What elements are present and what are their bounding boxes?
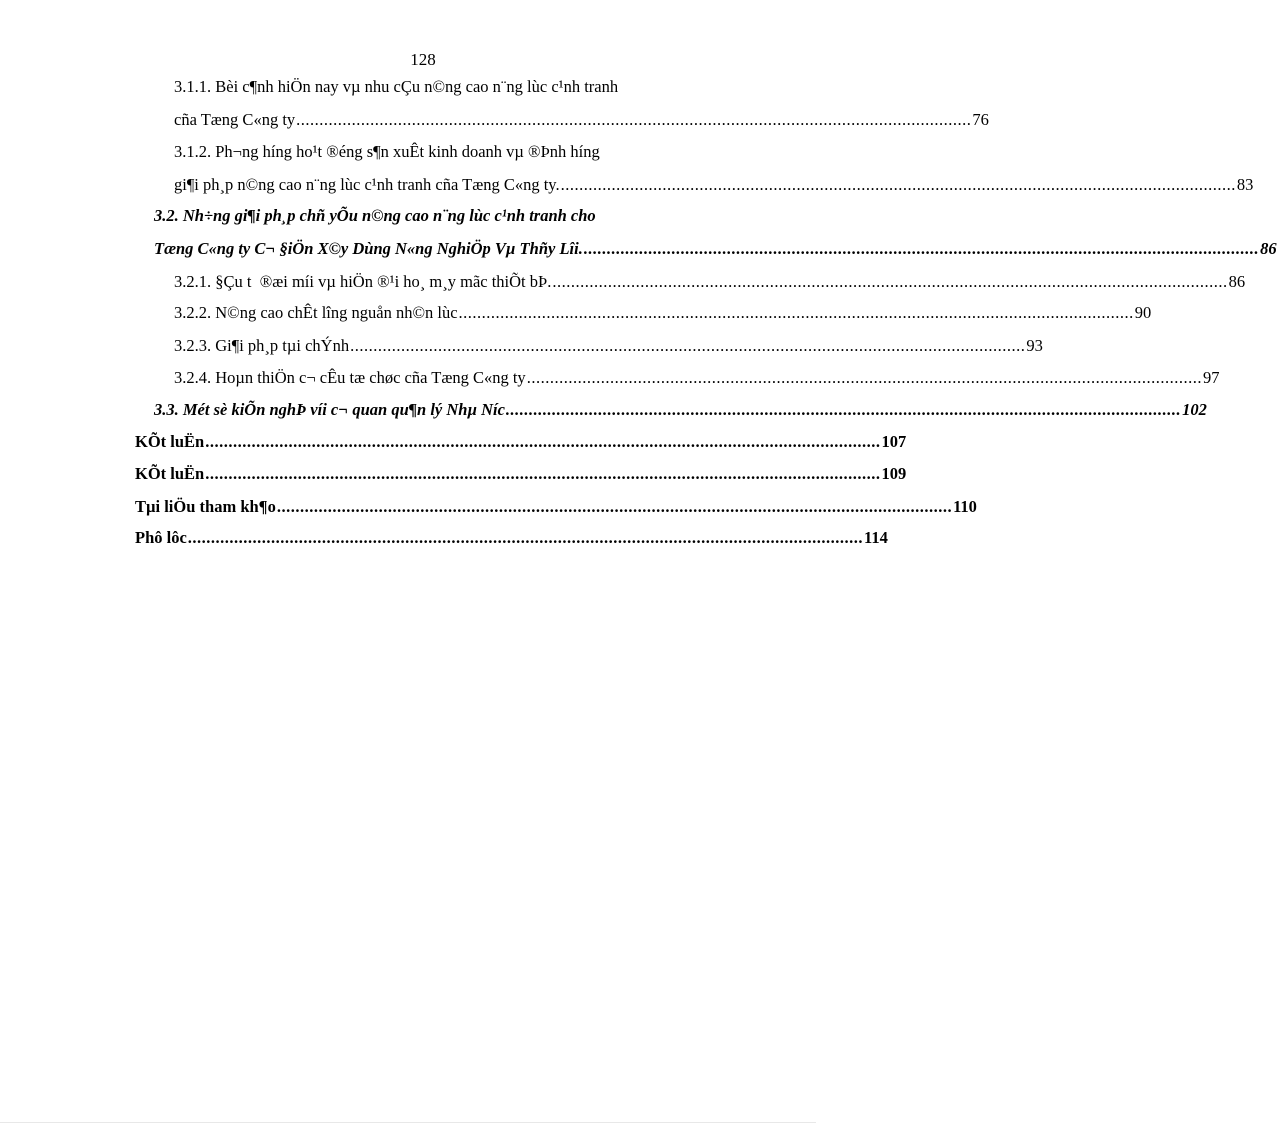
toc-entry-text: gi¶i ph¸p n©ng cao n¨ng lùc c¹nh tranh cña Tæng C«ng ty. <box>174 175 560 194</box>
toc-entry-3-1-1-line1: 3.1.1. Bèi c¶nh hiÖn nay vµ nhu cÇu n©ng cao n¨ng lùc c¹nh tranh <box>174 77 619 96</box>
toc-page-number: 109 <box>881 464 907 483</box>
toc-page-number: 86 <box>1260 239 1277 258</box>
toc-page-number: 90 <box>1134 303 1152 322</box>
dot-leader: .................................................................................................................................................. <box>505 400 1182 419</box>
toc-page-number: 114 <box>864 528 888 547</box>
toc-section-3-2-line1: 3.2. Nh÷ng gi¶i ph¸p chñ yÕu n©ng cao n¨ng lùc c¹nh tranh cho <box>154 206 596 225</box>
toc-entry-text: KÕt luËn <box>135 432 205 451</box>
toc-section-3-2[interactable] <box>154 236 1277 262</box>
toc-page-number: 102 <box>1182 400 1207 419</box>
toc-entry-3-2-1[interactable] <box>174 269 1246 295</box>
toc-appendix[interactable] <box>135 525 888 551</box>
dot-leader: .................................................................................................................................................. <box>187 528 864 547</box>
toc-page-number: 86 <box>1228 272 1246 291</box>
dot-leader: .................................................................................................................................................. <box>583 239 1260 258</box>
toc-page-number: 83 <box>1236 175 1254 194</box>
dot-leader: .................................................................................................................................................. <box>276 497 953 516</box>
toc-page-number: 93 <box>1026 336 1043 355</box>
toc-entry-text: 3.2.2. N©ng cao chÊt lîng nguån nh©n lùc <box>174 303 458 322</box>
toc-entry-3-2-4[interactable] <box>174 365 1220 391</box>
toc-entry-text: 3.2.3. Gi¶i ph¸p tµi chÝnh <box>174 336 350 355</box>
toc-page-number: 76 <box>972 110 989 129</box>
dot-leader: .................................................................................................................................................. <box>526 368 1202 387</box>
dot-leader: .................................................................................................................................................. <box>296 110 972 129</box>
toc-entry-3-1-2-line1: 3.1.2. Ph¬ng híng ho¹t ®éng s¶n xuÊt kinh doanh vµ ®Þnh híng <box>174 142 600 161</box>
toc-entry-text: Tµi liÖu tham kh¶o <box>135 497 276 516</box>
toc-page-number: 97 <box>1202 368 1220 387</box>
toc-entry-text: Tæng C«ng ty C¬ §iÖn X©y Dùng N«ng NghiÖp Vµ Thñy Lîi. <box>154 239 583 258</box>
dot-leader: .................................................................................................................................................. <box>458 303 1134 322</box>
toc-references[interactable] <box>135 494 977 520</box>
toc-entry-text: 3.2.1. §Çu t ®æi míi vµ hiÖn ®¹i ho¸ m¸y mãc thiÕt bÞ. <box>174 272 552 291</box>
toc-entry-3-1-1[interactable] <box>174 107 989 133</box>
toc-section-3-3[interactable] <box>154 397 1207 423</box>
toc-page-number: 110 <box>953 497 977 516</box>
dot-leader: .................................................................................................................................................. <box>552 272 1228 291</box>
page-number: 128 <box>410 50 436 69</box>
toc-entry-text: KÕt luËn <box>135 464 205 483</box>
dot-leader: .................................................................................................................................................. <box>205 464 881 483</box>
toc-entry-text: cña Tæng C«ng ty <box>174 110 296 129</box>
toc-conclusion-2[interactable] <box>135 461 907 487</box>
toc-entry-3-2-2[interactable] <box>174 300 1152 326</box>
dot-leader: .................................................................................................................................................. <box>205 432 881 451</box>
toc-entry-3-1-2[interactable] <box>174 172 1254 198</box>
toc-conclusion-1[interactable] <box>135 429 907 455</box>
dot-leader: .................................................................................................................................................. <box>560 175 1236 194</box>
toc-entry-text: Phô lôc <box>135 528 187 547</box>
toc-entry-text: 3.3. Mét sè kiÕn nghÞ víi c¬ quan qu¶n lý Nhµ Níc <box>154 400 505 419</box>
toc-entry-3-2-3[interactable] <box>174 333 1043 359</box>
toc-page-number: 107 <box>881 432 907 451</box>
toc-entry-text: 3.2.4. Hoµn thiÖn c¬ cÊu tæ chøc cña Tæng C«ng ty <box>174 368 526 387</box>
dot-leader: .................................................................................................................................................. <box>350 336 1026 355</box>
